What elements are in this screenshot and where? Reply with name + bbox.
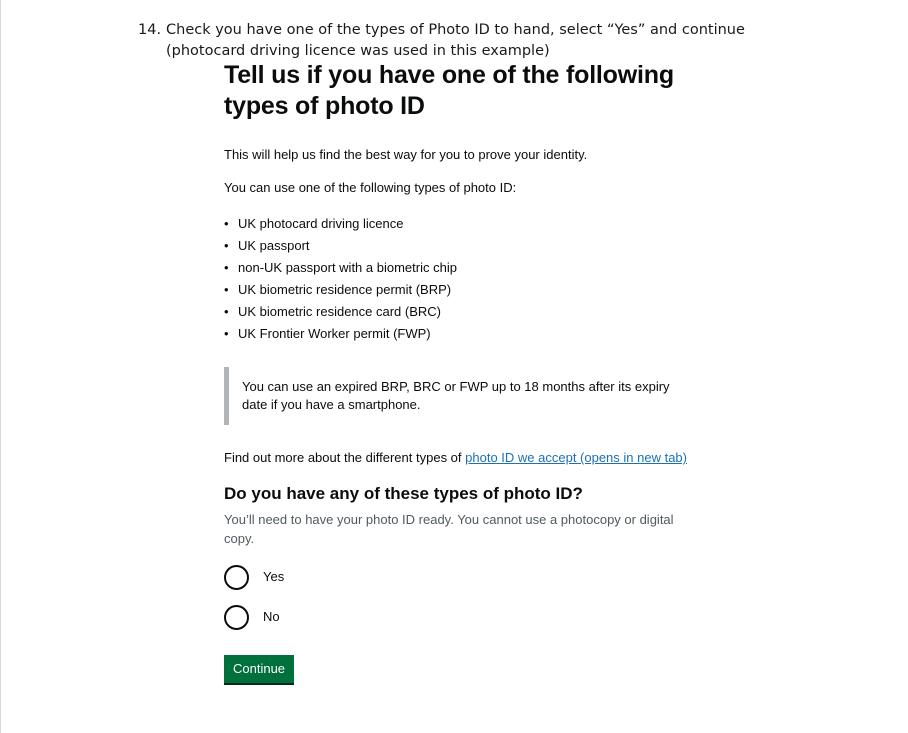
instruction-step <box>138 20 798 62</box>
bullet-icon: • <box>224 282 229 297</box>
radio-label-no[interactable]: No <box>263 609 280 624</box>
step-text: Check you have one of the types of Photo ID to hand, select “Yes” and continue (photocard driving licence was used in this example) <box>166 22 745 59</box>
list-item: • non-UK passport with a biometric chip <box>224 257 694 279</box>
inset-text <box>224 367 692 425</box>
photo-id-list <box>224 213 694 345</box>
list-item: • UK Frontier Worker permit (FWP) <box>224 323 694 345</box>
photo-id-accept-link[interactable]: photo ID we accept (opens in new tab) <box>465 450 687 465</box>
list-item: • UK biometric residence permit (BRP) <box>224 279 694 301</box>
bullet-icon: • <box>224 260 229 275</box>
radio-label-yes[interactable]: Yes <box>263 569 285 584</box>
screenshot-content <box>224 60 694 683</box>
page-edge <box>0 0 1 733</box>
radio-button-yes[interactable] <box>224 565 249 590</box>
list-item: • UK passport <box>224 235 694 257</box>
find-out-more-prefix: Find out more about the different types of <box>224 450 466 465</box>
list-item: • UK photocard driving licence <box>224 213 694 235</box>
radio-group <box>224 562 694 632</box>
find-out-more-text <box>224 449 694 467</box>
bullet-icon: • <box>224 216 229 231</box>
intro-text: This will help us find the best way for you to prove your identity. <box>224 147 588 162</box>
bullet-icon: • <box>224 238 229 253</box>
radio-option-no[interactable] <box>224 602 694 632</box>
bullet-icon: • <box>224 304 229 319</box>
radio-option-yes[interactable] <box>224 562 694 592</box>
list-item: • UK biometric residence card (BRC) <box>224 301 694 323</box>
continue-button[interactable]: Continue <box>224 655 294 683</box>
radio-button-no[interactable] <box>224 605 249 630</box>
photo-id-list-intro: You can use one of the following types of photo ID: <box>224 180 517 195</box>
step-number: 14. <box>138 22 162 38</box>
hint-text: You’ll need to have your photo ID ready. You cannot use a photocopy or digital copy. <box>224 512 674 546</box>
bullet-icon: • <box>224 326 229 341</box>
question-heading: Do you have any of these types of photo ID? <box>224 484 583 503</box>
page-title: Tell us if you have one of the following types of photo ID <box>224 61 674 120</box>
inset-text-content: You can use an expired BRP, BRC or FWP up to 18 months after its expiry date if you have a smartphone. <box>242 379 670 412</box>
